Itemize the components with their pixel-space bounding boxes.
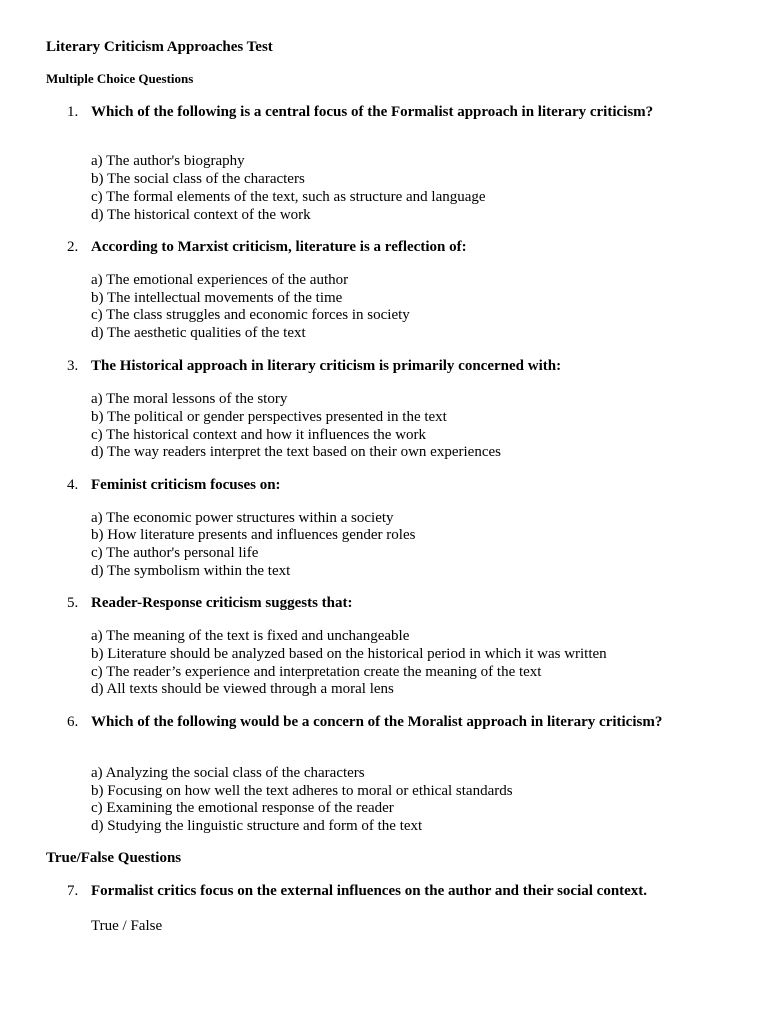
question-number: 1. (67, 104, 79, 120)
answer-option-d: d) The historical context of the work (91, 207, 311, 223)
answer-option-a: a) The meaning of the text is fixed and unchangeable (91, 628, 410, 644)
answer-option-a: a) The emotional experiences of the author (91, 272, 349, 288)
question-text: Which of the following is a central focus of the Formalist approach in literary criticism? (91, 104, 654, 120)
answer-option-c: c) Examining the emotional response of the reader (91, 800, 394, 816)
question-text: Reader-Response criticism suggests that: (91, 595, 353, 611)
answer-option-b: b) Focusing on how well the text adheres to moral or ethical standards (91, 783, 513, 799)
section-heading-multiple-choice: Multiple Choice Questions (46, 71, 194, 86)
answer-option-c: c) The reader’s experience and interpretation create the meaning of the text (91, 664, 542, 680)
section-heading-true-false: True/False Questions (46, 850, 182, 866)
answer-option-c: c) The class struggles and economic forces in society (91, 307, 410, 323)
answer-option-a: a) The economic power structures within a society (91, 510, 394, 526)
document-title: Literary Criticism Approaches Test (46, 39, 273, 55)
answer-option-a: a) Analyzing the social class of the characters (91, 765, 365, 781)
answer-option-d: d) All texts should be viewed through a moral lens (91, 681, 394, 697)
answer-option-b: b) The intellectual movements of the time (91, 290, 343, 306)
true-false-answer-format: True / False (91, 918, 163, 934)
question-text: Formalist critics focus on the external influences on the author and their social context. (91, 883, 648, 899)
question-number: 5. (67, 595, 79, 611)
answer-option-d: d) Studying the linguistic structure and form of the text (91, 818, 423, 834)
question-text: The Historical approach in literary criticism is primarily concerned with: (91, 358, 562, 374)
question-number: 4. (67, 477, 79, 493)
question-number: 7. (67, 883, 79, 899)
answer-option-d: d) The way readers interpret the text based on their own experiences (91, 444, 501, 460)
question-text: Which of the following would be a concern of the Moralist approach in literary criticism? (91, 714, 663, 730)
answer-option-d: d) The aesthetic qualities of the text (91, 325, 306, 341)
answer-option-b: b) The political or gender perspectives presented in the text (91, 409, 447, 425)
answer-option-a: a) The author's biography (91, 153, 245, 169)
question-number: 3. (67, 358, 79, 374)
answer-option-b: b) The social class of the characters (91, 171, 305, 187)
answer-option-b: b) How literature presents and influences gender roles (91, 527, 416, 543)
answer-option-b: b) Literature should be analyzed based on the historical period in which it was written (91, 646, 607, 662)
answer-option-c: c) The formal elements of the text, such as structure and language (91, 189, 486, 205)
answer-option-a: a) The moral lessons of the story (91, 391, 288, 407)
answer-option-d: d) The symbolism within the text (91, 563, 291, 579)
question-number: 6. (67, 714, 79, 730)
answer-option-c: c) The historical context and how it influences the work (91, 427, 427, 443)
question-text: According to Marxist criticism, literature is a reflection of: (91, 239, 467, 255)
question-text: Feminist criticism focuses on: (91, 477, 281, 493)
answer-option-c: c) The author's personal life (91, 545, 259, 561)
question-number: 2. (67, 239, 79, 255)
